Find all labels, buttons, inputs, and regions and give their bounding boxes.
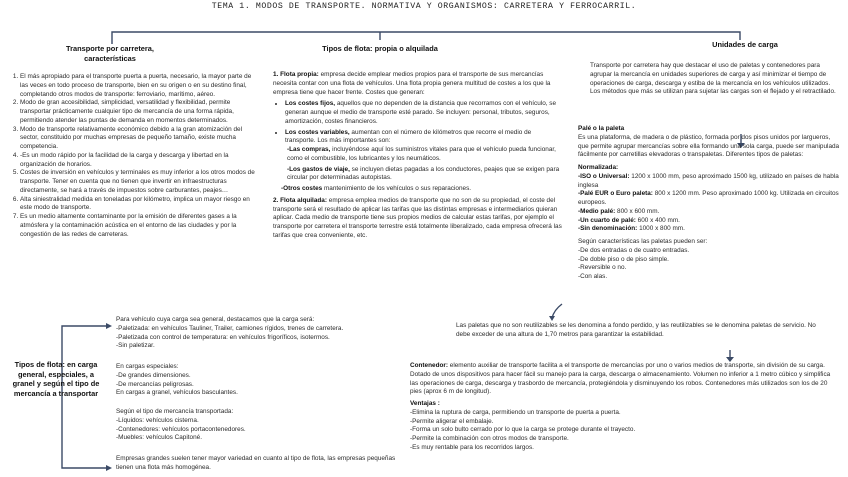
tipos-arrow-bottom (106, 465, 112, 471)
col1-list-block (10, 73, 260, 240)
fijos-item (285, 100, 563, 126)
col1-heading: Transporte por carretera, características (66, 44, 154, 63)
segun-item: -Reversible o no. (578, 264, 627, 272)
ventaja-item: -Es muy rentable para los recorridos largos. (410, 443, 534, 451)
alquilada-label: 2. Flota alquilada: (273, 196, 327, 204)
iso-text: 1200 x 1000 mm, peso aproximado 1500 kg, utilizado en países de habla inglesa (578, 172, 839, 189)
otros-text: mantenimiento de los vehículos o sus reparaciones. (322, 185, 472, 193)
col1-item: 7. Es un medio altamente contaminante por la emisión de diferentes gases a la atmósfera y la contaminación acústica en el entorno de las ciudades y por la congestión de las redes de carreteras. (20, 213, 260, 239)
tipos-mercancia-line: -Contenedores: vehículos portacontenedores. (116, 425, 246, 433)
ventajas-heading: Ventajas : (410, 400, 440, 408)
ventaja-item: -Forma un solo bulto cerrado por lo que la carga se protege durante el trayecto. (410, 426, 636, 434)
cuarto-line (578, 217, 840, 226)
cuarto-text: 600 x 400 mm. (635, 216, 680, 224)
compras-label: -Las compras, (287, 146, 331, 154)
propia-text: empresa decide emplear medios propios para el transporte de sus mercancías necesita contar con una flota de vehículos. Una flota propia genera multitud de costes a los que la empresa tiene que hacer frente. Costes que generan: (273, 71, 551, 96)
contenedor-label: Contenedor: (410, 362, 448, 369)
tipos-especiales-line: En cargas a granel, vehículos basculantes. (116, 389, 238, 397)
col3-body (578, 125, 840, 282)
viaje-label: -Los gastos de viaje, (287, 165, 350, 173)
sin-label: -Sin denominación: (578, 225, 638, 233)
perdido-curve-arrow (552, 304, 562, 318)
propia-label: 1. Flota propia: (273, 71, 319, 78)
iso-line (578, 173, 840, 191)
viaje-text: se incluyen dietas pagadas a los conductores, peajes que se exigen para circular por determinadas autopistas. (287, 165, 560, 182)
tipos-especiales-line: En cargas especiales: (116, 363, 179, 370)
pale-text: Es una plataforma, de madera o de plástico, formada por dos pisos unidos por largueros, que permite agrupar mercancías sobre ella formando una sola carga, puede ser manipulada fácilmente por carretillas elevadoras o transpaletas. Diferentes tipos de paletas: (578, 133, 840, 159)
viaje-paragraph (273, 166, 563, 184)
ventaja-item: -Permite aligerar el embalaje. (410, 417, 494, 425)
segun-item: -Con alas. (578, 273, 608, 281)
variables-text: aumentan con el número de kilómetros que recorre el medio de transporte. Los más importantes son: (285, 128, 532, 145)
variables-label: Los costes variables, (285, 128, 350, 136)
pale-heading: Palé o la paleta (578, 125, 625, 132)
tipos-mercancia-line: Según el tipo de mercancía transportada: (116, 408, 234, 415)
col1-item: 4. -Es un modo rápido por la facilidad de la carga y descarga y libertad en la organización de horarios. (20, 152, 260, 170)
tipos-mercancia-line: -Líquidos: vehículos cisterna. (116, 416, 199, 424)
tipos-general-line: -Paletizada: en vehículos Tauliner, Trailer, camiones rígidos, trenes de carretera. (116, 324, 344, 332)
norm-heading: Normalizada: (578, 164, 619, 172)
medio-line (578, 208, 840, 217)
segun-heading: Según características las paletas pueden ser: (578, 238, 708, 246)
eur-label: -Palé EUR o Euro paleta: (578, 190, 653, 198)
variables-item (285, 129, 563, 147)
segun-item: -De dos entradas o de cuatro entradas. (578, 246, 690, 254)
tipos-especiales (116, 363, 398, 398)
col3-intro: Transporte por carretera hay que destacar el uso de paletas y contenedores para agrupar la mercancía en unidades superiores de carga y así minimizar el tiempo de operaciones de carga, descarga y estiba de la mercancía en los vehículos utilizados. Los métodos que más se utilizan para sujetar las cargas son el flejado y el retractilado. (590, 62, 836, 96)
tipos-arrow-top (106, 323, 112, 329)
tipos-mercancia (116, 408, 398, 443)
top-bracket (112, 32, 740, 44)
tipos-mercancia-line: -Muebles: vehículos Capitoné. (116, 434, 202, 442)
col2-body (273, 71, 563, 241)
contenedor-block (410, 362, 840, 453)
eur-line (578, 190, 840, 208)
eur-text: 800 x 1200 mm. Peso aproximado 1000 kg. Utilizada en circuitos europeos. (578, 190, 839, 207)
tipos-general-line: Para vehículo cuya carga sea general, destacamos que la carga será: (116, 316, 315, 323)
tipos-general (116, 316, 398, 351)
compras-text: incluyéndose aquí los suministros vitales para que el vehículo pueda funcionar, como el combustible, los lubricantes y los neumáticos. (287, 146, 556, 162)
perdido-note: Las paletas que no son reutilizables se les denomina a fondo perdido, y las reutilizables se le denomina paletas de servicio. No debe exceder de una altura de 1,70 metros para garantizar la estabilidad. (456, 322, 816, 338)
tipos-empresas: Empresas grandes suelen tener mayor variedad en cuanto al tipo de flota, las empresas pequeñas tienen una flota más homogénea. (116, 455, 396, 471)
otros-paragraph (273, 185, 563, 194)
perdido-arrowhead (549, 316, 555, 321)
compras-paragraph (273, 146, 563, 164)
col1-item: 1. El más apropiado para el transporte puerta a puerta, necesario, la mayor parte de las veces en todo proceso de transporte, bien en su origen o en su destino final, completando otros modos de transporte: ferroviario, marítimo, aéreo. (20, 73, 260, 99)
col1-item: 3. Modo de transporte relativamente económico debido a la gran atomización del sector, constituido por muchas empresas de pequeño tamaño, existe mucha competencia. (20, 126, 260, 152)
contenedor-paragraph (410, 362, 840, 397)
propia-paragraph (273, 71, 563, 97)
contenedor-text: elemento auxiliar de transporte facilita a el transporte de mercancías por uno o varios medios de transporte, sin división de su carga. Dotado de unos dispositivos para hacer fácil su manejo para la carga, descarga o almacenamiento. Volumen no inferior a 1 metro cúbico y simplifica las operaciones de carga, descarga y trasbordo de mercancía, protegiéndola y disminuyendo los robos. Contenedores más utilizados son los de 20 pies (aprox 6 m de longitud). (410, 362, 831, 396)
fijos-label: Los costes fijos, (285, 100, 336, 108)
costs-list (273, 100, 563, 146)
sin-line (578, 225, 840, 234)
col1-item: 5. Costes de inversión en vehículos y terminales es muy inferior a los otros modos de transporte. Tener en cuenta que no tienen que invertir en infraestructuras directamente, se hará a través de impuestos sobre carburantes, peajes… (20, 169, 260, 195)
tipos-especiales-line: -De grandes dimensiones. (116, 371, 191, 379)
col1-item: 2. Modo de gran accesibilidad, simplicidad, versatilidad y flexibilidad, permite transportar prácticamente cualquier tipo de mercancía de una forma rápida, permitiendo atender las puntas de demanda en momentos determinados. (20, 99, 260, 125)
medio-label: -Medio palé: (578, 207, 616, 215)
ventaja-item: -Elimina la ruptura de carga, permitiendo un transporte de puerta a puerta. (410, 408, 621, 416)
otros-label: -Otros costes (281, 185, 323, 193)
col1-item: 6. Alta siniestralidad medida en toneladas por kilómetro, implica un mayor riesgo en este modo de transporte. (20, 196, 260, 214)
col3-heading: Unidades de carga (712, 40, 778, 49)
tipos-label: Tipos de flota: en carga general, especiales, a granel y según el tipo de mercancía a transportar (12, 360, 100, 398)
page-title: TEMA 1. MODOS DE TRANSPORTE. NORMATIVA Y ORGANISMOS: CARRETERA Y FERROCARRIL. (211, 2, 637, 11)
tipos-especiales-line: -De mercancías peligrosas. (116, 380, 194, 388)
tipos-general-line: -Paletizada con control de temperatura: en vehículos frigoríficos, isotermos. (116, 333, 330, 341)
sin-text: 1000 x 800 mm. (637, 225, 685, 233)
tipos-general-line: -Sin paletizar. (116, 342, 155, 350)
cuarto-label: -Un cuarto de palé: (578, 216, 636, 224)
fijos-text: aquellos que no dependen de la distancia que recorramos con el vehículo, se generan aunque el medio de transporte esté parado. Se incluyen: personal, tributos, seguros, amortización, costes financieros. (285, 100, 557, 125)
col2-heading: Tipos de flota: propia o alquilada (322, 44, 438, 53)
alquilada-text: empresa emplea medios de transporte que no son de su propiedad, el coste del transporte será el resultado de aplicar las tarifas que las distintas empresas e intermediarios quieran aplicar. Cada medio de transporte tiene sus propios medios de calcular estas tarifas, por ejemplo el transporte por carretera el transporte terrestre está totalmente liberalizado, cada empresa ofrecerá las tarifas que crea conveniente, etc. (273, 196, 562, 240)
col1-list (10, 73, 260, 240)
alquilada-paragraph (273, 197, 563, 241)
iso-label: -ISO o Universal: (578, 172, 630, 180)
ventaja-item: -Permite la combinación con otros modos de transporte. (410, 435, 569, 443)
medio-text: 800 x 600 mm. (615, 207, 660, 215)
segun-item: -De doble piso o de piso simple. (578, 255, 669, 263)
